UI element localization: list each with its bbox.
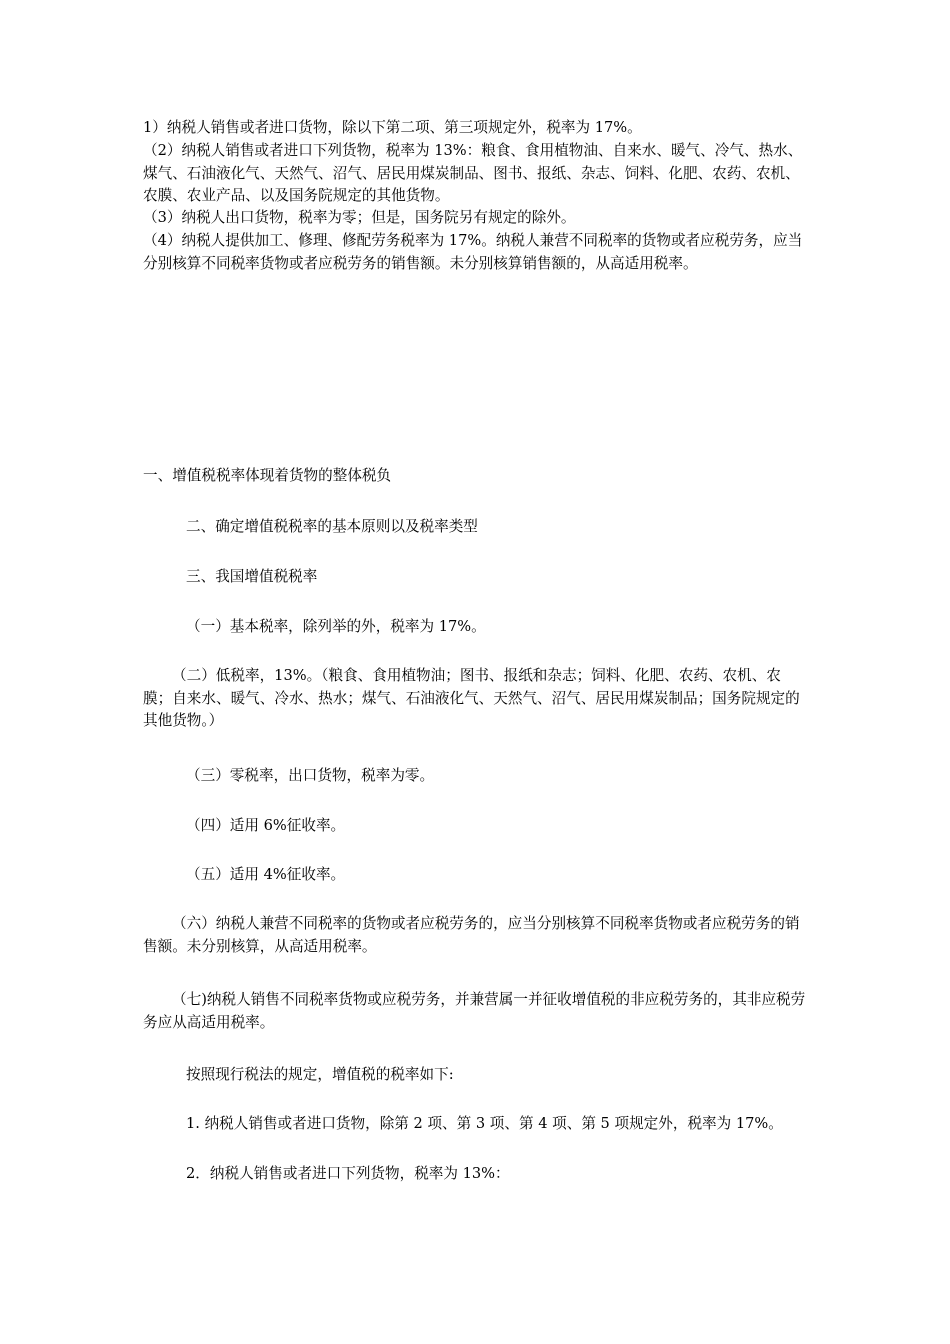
list-item-zero-rate: （三）零税率，出口货物，税率为零。 [186,767,435,784]
list-item-mixed-operations: （六）纳税人兼营不同税率的货物或者应税劳务的，应当分别核算不同税率货物或者应税劳务的销售额。未分别核算，从高适用税率。 [143,915,800,955]
list-item-low-rate: （二）低税率，13%。（粮食、食用植物油；图书、报纸和杂志；饲料、化肥、农药、农机、农膜；自来水、暖气、冷水、热水；煤气、石油液化气、天然气、沼气、居民用煤炭制品；国务院规定的其他货物。） [143,667,800,729]
heading-section-2: 二、确定增值税税率的基本原则以及税率类型 [186,518,478,535]
law-item-1: 1. 纳税人销售或者进口货物，除第 2 项、第 3 项、第 4 项、第 5 项规定外，税率为 17%。 [186,1115,783,1132]
paragraph-rate-13: （2）纳税人销售或者进口下列货物，税率为 13%：粮食、食用植物油、自来水、暖气、冷气、热水、煤气、石油液化气、天然气、沼气、居民用煤炭制品、图书、报纸、杂志、饲料、化肥、农药、农机、农膜、农业产品、以及国务院规定的其他货物。 [143,142,803,204]
list-item-non-taxable-labor: （七)纳税人销售不同税率货物或应税劳务，并兼营属一并征收增值税的非应税劳务的，其非应税劳务应从高适用税率。 [143,991,806,1031]
paragraph-current-law-intro: 按照现行税法的规定，增值税的税率如下: [186,1066,454,1083]
paragraph-rate-zero: （3）纳税人出口货物，税率为零；但是，国务院另有规定的除外。 [143,209,576,226]
list-item-basic-rate: （一）基本税率，除列举的外，税率为 17%。 [186,618,486,635]
paragraph-rate-processing: （4）纳税人提供加工、修理、修配劳务税率为 17%。纳税人兼营不同税率的货物或者应税劳务，应当分别核算不同税率货物或者应税劳务的销售额。未分别核算销售额的，从高适用税率。 [143,232,803,272]
paragraph-rate-general: 1）纳税人销售或者进口货物，除以下第二项、第三项规定外，税率为 17%。 [143,119,642,136]
law-item-2: 2．纳税人销售或者进口下列货物，税率为 13%： [186,1165,510,1182]
heading-section-1: 一、增值税税率体现着货物的整体税负 [143,467,392,484]
list-item-4-percent: （五）适用 4%征收率。 [186,866,346,883]
list-item-6-percent: （四）适用 6%征收率。 [186,817,346,834]
heading-section-3: 三、我国增值税税率 [186,568,318,585]
